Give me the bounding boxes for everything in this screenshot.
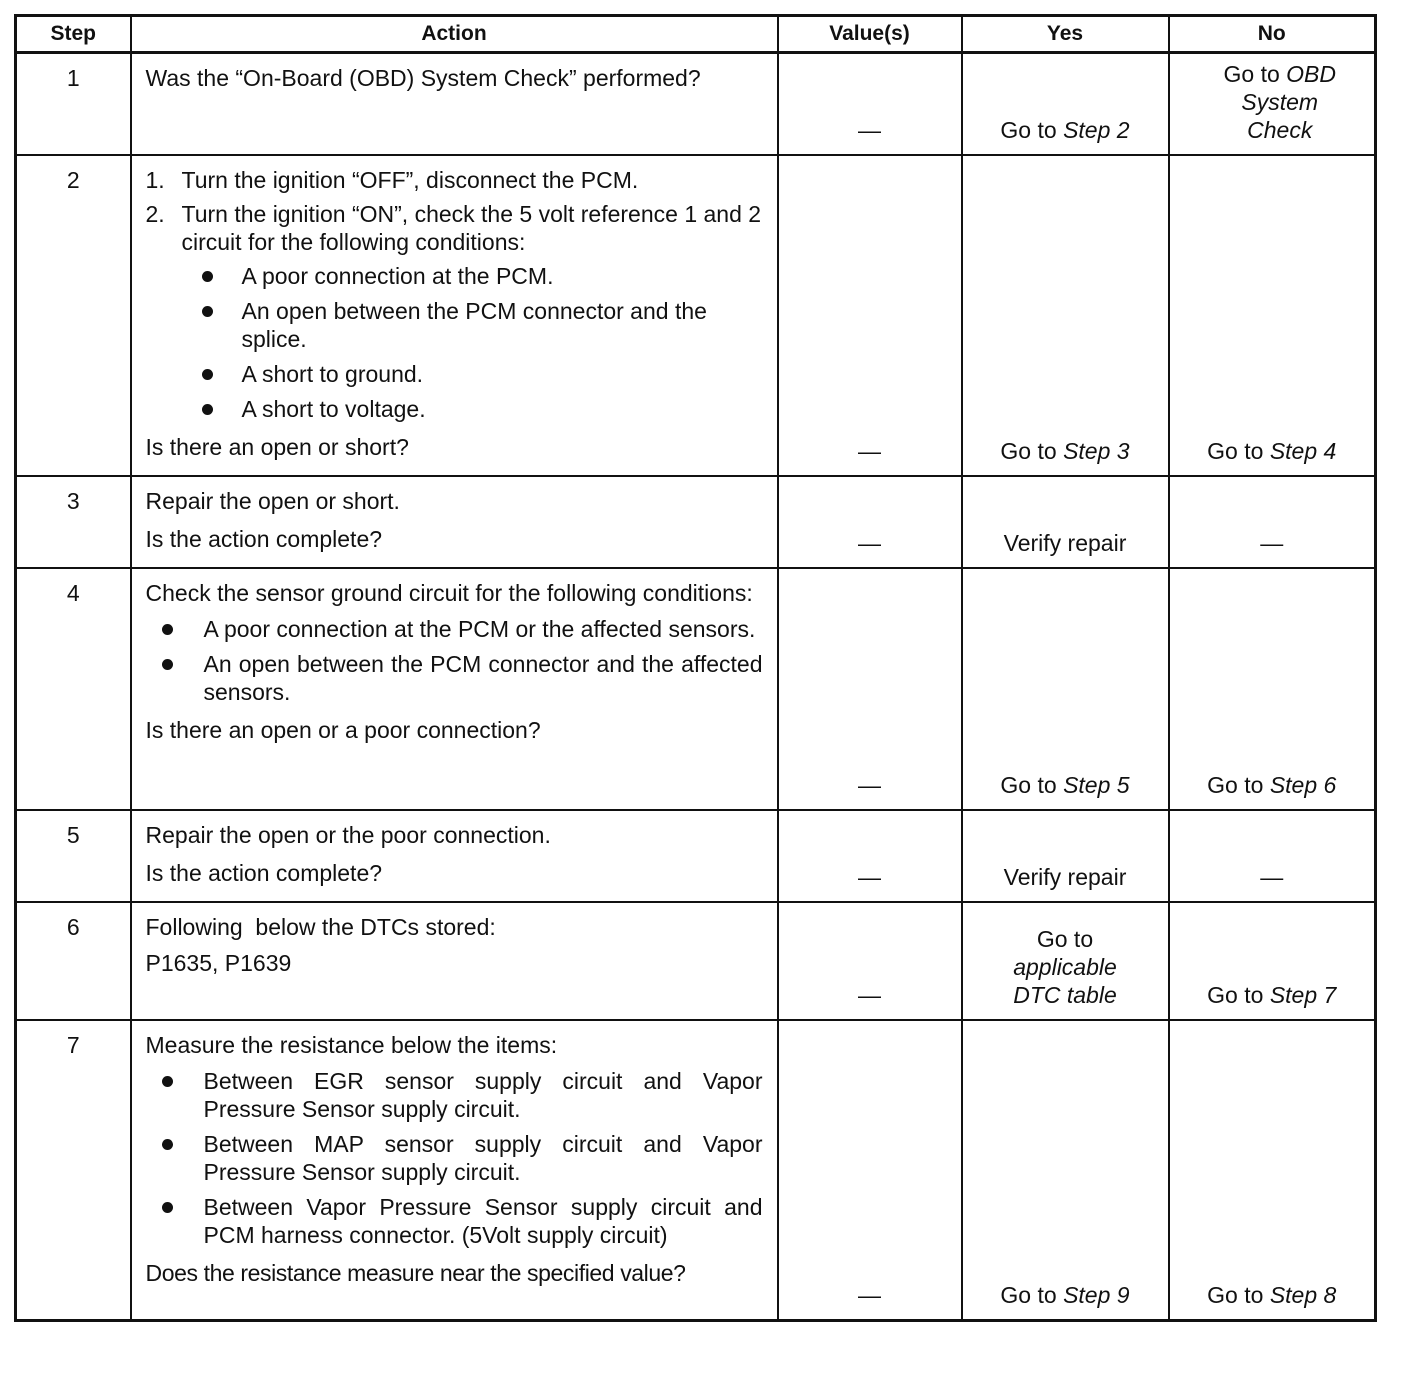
yes-cell (962, 902, 1169, 1020)
value-cell: — (778, 1020, 962, 1320)
header-action: Action (131, 16, 778, 53)
action-cell (131, 1020, 778, 1320)
list-item (146, 395, 763, 423)
bullet-icon (202, 271, 213, 282)
bullet-list (146, 1067, 763, 1249)
action-question: Is the action complete? (145, 860, 383, 886)
action-question: Is there an open or short? (145, 434, 409, 460)
step-number: 5 (16, 810, 131, 902)
yes-prefix: Go to (1000, 772, 1064, 798)
action-cell (131, 568, 778, 810)
bullet-icon (162, 1076, 173, 1087)
no-target: OBD System Check (1241, 61, 1336, 143)
step-number: 7 (16, 1020, 131, 1320)
action-cell (131, 476, 778, 568)
table-row (16, 53, 1376, 156)
no-cell: — (1169, 476, 1376, 568)
list-item (146, 262, 763, 290)
action-text: Repair the open or short. (145, 488, 400, 514)
action-text: Repair the open or the poor connection. (145, 822, 551, 848)
action-question: Is there an open or a poor connection? (145, 717, 541, 743)
no-prefix: Go to (1207, 438, 1270, 464)
no-target: Step 4 (1269, 438, 1337, 464)
bullet-icon (202, 369, 213, 380)
step-number: 3 (16, 476, 131, 568)
header-values: Value(s) (778, 16, 962, 53)
numbered-item (146, 200, 763, 256)
no-cell: — (1169, 810, 1376, 902)
numbered-item (146, 166, 763, 194)
yes-cell: Verify repair (962, 810, 1169, 902)
value-cell: — (778, 53, 962, 156)
yes-prefix: Go to (1000, 117, 1064, 143)
value-cell: — (778, 568, 962, 810)
no-cell (1169, 1020, 1376, 1320)
value-cell: — (778, 810, 962, 902)
table-row (16, 155, 1376, 476)
item-text: Turn the ignition “OFF”, disconnect the PCM. (181, 167, 639, 193)
step-number: 1 (16, 53, 131, 156)
item-number: 1. (145, 167, 165, 193)
dtc-codes: P1635, P1639 (145, 950, 292, 976)
bullet-icon (162, 1202, 173, 1213)
header-no: No (1169, 16, 1376, 53)
yes-prefix: Go to (1000, 1281, 1064, 1308)
action-text: Measure the resistance below the items: (145, 1032, 558, 1058)
no-prefix: Go to (1207, 772, 1270, 798)
table-row (16, 902, 1376, 1020)
action-text: Was the “On-Board (OBD) System Check” performed? (145, 65, 701, 91)
list-item-text: Between EGR sensor supply circuit and Vapor Pressure Sensor supply circuit. (203, 1068, 763, 1122)
list-item (146, 1130, 763, 1186)
item-number: 2. (145, 201, 165, 227)
yes-target: Step 5 (1063, 772, 1130, 798)
list-item (146, 1193, 763, 1249)
list-item-text: An open between the PCM connector and the affected sensors. (203, 651, 763, 705)
header-step: Step (16, 16, 131, 53)
no-cell (1169, 568, 1376, 810)
table-row (16, 1020, 1376, 1320)
bullet-icon (202, 306, 213, 317)
yes-target: applicable DTC table (1013, 954, 1117, 1008)
bullet-icon (162, 1139, 173, 1150)
list-item-text: A poor connection at the PCM or the affected sensors. (203, 616, 756, 642)
table-header-row (16, 16, 1376, 53)
bullet-icon (202, 404, 213, 415)
list-item-text: A short to ground. (241, 361, 424, 387)
value-cell: — (778, 902, 962, 1020)
action-cell (131, 810, 778, 902)
step-number: 2 (16, 155, 131, 476)
yes-cell (962, 1020, 1169, 1320)
value-cell: — (778, 476, 962, 568)
action-text: Following below the DTCs stored: (145, 914, 496, 940)
list-item-text: A short to voltage. (241, 396, 426, 422)
diagnostic-table (14, 14, 1377, 1322)
action-text: Check the sensor ground circuit for the following conditions: (145, 580, 753, 606)
header-yes: Yes (962, 16, 1169, 53)
list-item (146, 297, 763, 353)
table-row (16, 810, 1376, 902)
no-prefix: Go to (1223, 61, 1287, 87)
yes-cell (962, 568, 1169, 810)
yes-prefix: Go to (1000, 438, 1064, 464)
list-item-text: A poor connection at the PCM. (241, 263, 554, 289)
bullet-icon (162, 659, 173, 670)
no-cell (1169, 902, 1376, 1020)
yes-target: Step 2 (1063, 117, 1130, 143)
action-question: Is the action complete? (145, 526, 383, 552)
bullet-list (146, 615, 763, 706)
list-item-text: Between MAP sensor supply circuit and Vapor Pressure Sensor supply circuit. (203, 1131, 763, 1185)
action-cell (131, 155, 778, 476)
item-text: Turn the ignition “ON”, check the 5 volt reference 1 and 2 circuit for the following conditions: (181, 201, 762, 255)
table-row (16, 568, 1376, 810)
list-item (146, 360, 763, 388)
yes-cell (962, 53, 1169, 156)
no-prefix: Go to (1207, 982, 1270, 1008)
value-cell: — (778, 155, 962, 476)
no-prefix: Go to (1207, 1281, 1270, 1308)
yes-cell (962, 155, 1169, 476)
action-cell (131, 902, 778, 1020)
list-item (146, 650, 763, 706)
no-target: Step 6 (1269, 772, 1337, 798)
table-row (16, 476, 1376, 568)
list-item-text: An open between the PCM connector and the splice. (241, 298, 707, 352)
step-number: 6 (16, 902, 131, 1020)
bullet-list (146, 262, 763, 423)
list-item (146, 1067, 763, 1123)
diagnostic-sheet (14, 14, 1374, 1322)
step-number: 4 (16, 568, 131, 810)
no-cell (1169, 155, 1376, 476)
yes-target: Step 9 (1063, 1281, 1130, 1308)
no-cell (1169, 53, 1376, 156)
action-question: Does the resistance measure near the specified value? (145, 1260, 686, 1286)
no-target: Step 8 (1269, 1281, 1337, 1308)
action-cell (131, 53, 778, 156)
bullet-icon (162, 624, 173, 635)
yes-cell: Verify repair (962, 476, 1169, 568)
list-item-text: Between Vapor Pressure Sensor supply circuit and PCM harness connector. (5Volt supply circuit) (203, 1194, 763, 1248)
list-item (146, 615, 763, 643)
yes-target: Step 3 (1063, 438, 1130, 464)
yes-prefix: Go to (1036, 926, 1094, 952)
no-target: Step 7 (1269, 982, 1337, 1008)
